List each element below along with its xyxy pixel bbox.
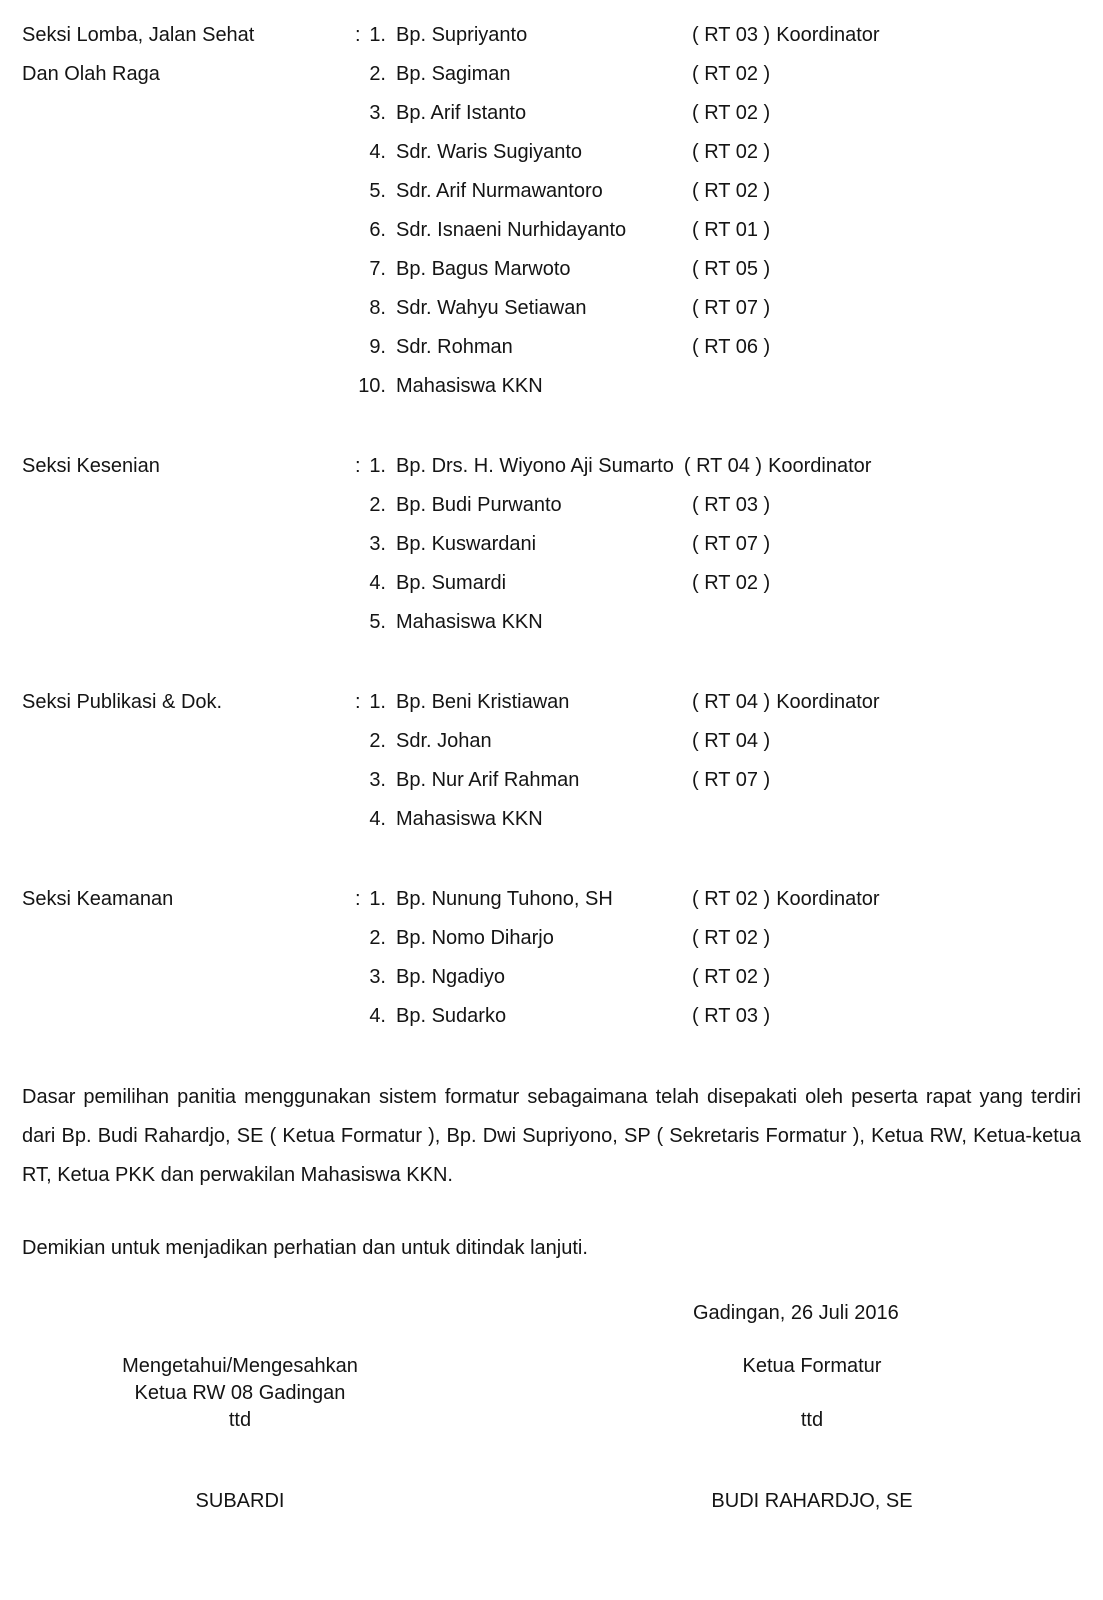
member-number: 3. xyxy=(369,966,386,988)
number-cell xyxy=(355,603,386,642)
member-name: Sdr. Rohman xyxy=(396,336,513,358)
number-cell xyxy=(355,880,386,919)
signature-ttd: ttd xyxy=(228,1409,252,1431)
section-label-line: Seksi Lomba, Jalan Sehat xyxy=(22,24,255,46)
colon-separator: : xyxy=(355,24,361,46)
member-name: Bp. Sumardi xyxy=(396,572,507,594)
signature-name: SUBARDI xyxy=(195,1490,285,1512)
member-name: Bp. Kuswardani xyxy=(396,533,537,555)
member-name: Bp. Beni Kristiawan xyxy=(396,691,570,713)
member-row xyxy=(355,133,1081,172)
member-rt: ( RT 01 ) xyxy=(692,219,771,241)
number-cell xyxy=(355,564,386,603)
member-number: 3. xyxy=(369,769,386,791)
number-cell xyxy=(355,55,386,94)
member-name: Bp. Arif Istanto xyxy=(396,102,527,124)
signature-right xyxy=(687,1353,937,1515)
member-row xyxy=(355,250,1081,289)
member-rt: ( RT 02 ) xyxy=(692,966,771,988)
member-name: Sdr. Arif Nurmawantoro xyxy=(396,180,603,202)
member-name: Bp. Budi Purwanto xyxy=(396,494,562,516)
section-label-line: Seksi Kesenian xyxy=(22,455,160,477)
member-number: 9. xyxy=(369,336,386,358)
member-name: Sdr. Wahyu Setiawan xyxy=(396,297,587,319)
member-row xyxy=(355,761,1081,800)
member-number: 1. xyxy=(369,455,386,477)
number-cell xyxy=(355,525,386,564)
member-rt: ( RT 03 ) xyxy=(692,1005,771,1027)
member-role: Koordinator xyxy=(776,691,880,713)
member-rt: ( RT 03 ) xyxy=(692,494,771,516)
member-name: Mahasiswa KKN xyxy=(396,375,543,397)
signature-title: Ketua RW 08 Gadingan xyxy=(134,1382,346,1404)
member-list xyxy=(355,447,1081,642)
number-cell xyxy=(355,447,386,486)
member-rt: ( RT 07 ) xyxy=(692,769,771,791)
member-rt: ( RT 02 ) xyxy=(692,927,771,949)
paragraph-basis: Dasar pemilihan panitia menggunakan sistem formatur sebagaimana telah disepakati oleh peserta rapat yang terdiri dari Bp. Budi Rahardjo, SE ( Ketua Formatur ), Bp. Dwi Supriyono, SP ( Sekretaris Formatur ), Ketua RW, Ketua-ketua RT, Ketua PKK dan perwakilan Mahasiswa KKN. xyxy=(22,1086,1081,1186)
member-name: Sdr. Johan xyxy=(396,730,492,752)
section-label-line: Seksi Keamanan xyxy=(22,888,174,910)
member-number: 5. xyxy=(369,611,386,633)
member-rt: ( RT 02 ) xyxy=(692,888,771,910)
member-row xyxy=(355,486,1081,525)
member-rt: ( RT 02 ) xyxy=(692,102,771,124)
signature-approval-line: Mengetahui/Mengesahkan xyxy=(122,1355,358,1377)
section-label xyxy=(22,880,355,1036)
member-role: Koordinator xyxy=(768,455,872,477)
member-name: Bp. Sudarko xyxy=(396,1005,507,1027)
member-number: 1. xyxy=(369,691,386,713)
signature-row xyxy=(22,1353,1081,1515)
member-rt: ( RT 05 ) xyxy=(692,258,771,280)
member-row xyxy=(355,289,1081,328)
member-name: Sdr. Isnaeni Nurhidayanto xyxy=(396,219,627,241)
member-row xyxy=(355,94,1081,133)
member-number: 4. xyxy=(369,1005,386,1027)
member-number: 2. xyxy=(369,63,386,85)
member-number: 10. xyxy=(358,375,386,397)
section-label xyxy=(22,16,355,406)
member-row xyxy=(355,16,1081,55)
member-name: Bp. Bagus Marwoto xyxy=(396,258,571,280)
member-name: Bp. Nomo Diharjo xyxy=(396,927,554,949)
member-number: 1. xyxy=(369,24,386,46)
member-row xyxy=(355,447,1081,486)
section-keamanan xyxy=(22,880,1081,1036)
number-cell xyxy=(355,367,386,406)
number-cell xyxy=(355,997,386,1036)
member-row xyxy=(355,683,1081,722)
member-row xyxy=(355,880,1081,919)
colon-separator: : xyxy=(355,888,361,910)
member-rt: ( RT 04 ) xyxy=(692,730,771,752)
member-role: Koordinator xyxy=(776,24,880,46)
member-rt: ( RT 04 ) xyxy=(683,455,763,477)
member-name: Bp. Nunung Tuhono, SH xyxy=(396,888,613,910)
member-rt: ( RT 02 ) xyxy=(692,180,771,202)
member-number: 3. xyxy=(369,533,386,555)
section-label-line: Dan Olah Raga xyxy=(22,63,160,85)
number-cell xyxy=(355,250,386,289)
paragraph-closing: Demikian untuk menjadikan perhatian dan untuk ditindak lanjuti. xyxy=(22,1237,588,1259)
member-name: Mahasiswa KKN xyxy=(396,611,543,633)
number-cell xyxy=(355,211,386,250)
member-row xyxy=(355,564,1081,603)
place-date: Gadingan, 26 Juli 2016 xyxy=(693,1302,899,1324)
member-list xyxy=(355,880,1081,1036)
member-rt: ( RT 07 ) xyxy=(692,297,771,319)
member-number: 4. xyxy=(369,572,386,594)
number-cell xyxy=(355,800,386,839)
number-cell xyxy=(355,289,386,328)
section-lomba-jalan-sehat xyxy=(22,16,1081,406)
member-role: Koordinator xyxy=(776,888,880,910)
member-row xyxy=(355,800,1081,839)
section-publikasi-dok xyxy=(22,683,1081,839)
member-row xyxy=(355,919,1081,958)
member-name: Bp. Ngadiyo xyxy=(396,966,505,988)
member-row xyxy=(355,603,1081,642)
section-label xyxy=(22,447,355,642)
member-row xyxy=(355,172,1081,211)
number-cell xyxy=(355,761,386,800)
member-list xyxy=(355,16,1081,406)
member-number: 2. xyxy=(369,494,386,516)
member-number: 4. xyxy=(369,141,386,163)
member-number: 4. xyxy=(369,808,386,830)
number-cell xyxy=(355,722,386,761)
member-name: Bp. Sagiman xyxy=(396,63,511,85)
member-name: Bp. Supriyanto xyxy=(396,24,528,46)
member-row xyxy=(355,211,1081,250)
member-number: 2. xyxy=(369,730,386,752)
colon-separator: : xyxy=(355,455,361,477)
number-cell xyxy=(355,919,386,958)
member-row xyxy=(355,722,1081,761)
member-number: 7. xyxy=(369,258,386,280)
member-rt: ( RT 02 ) xyxy=(692,63,771,85)
member-list xyxy=(355,683,1081,839)
member-row xyxy=(355,525,1081,564)
member-name: Sdr. Waris Sugiyanto xyxy=(396,141,583,163)
member-rt: ( RT 02 ) xyxy=(692,141,771,163)
member-number: 6. xyxy=(369,219,386,241)
number-cell xyxy=(355,683,386,722)
member-row xyxy=(355,367,1081,406)
member-rt: ( RT 07 ) xyxy=(692,533,771,555)
number-cell xyxy=(355,94,386,133)
member-number: 8. xyxy=(369,297,386,319)
member-rt: ( RT 02 ) xyxy=(692,572,771,594)
member-number: 2. xyxy=(369,927,386,949)
signature-left xyxy=(100,1353,380,1515)
member-name: Bp. Drs. H. Wiyono Aji Sumarto xyxy=(396,455,674,477)
member-row xyxy=(355,328,1081,367)
member-row xyxy=(355,958,1081,997)
member-rt: ( RT 04 ) xyxy=(692,691,771,713)
section-label xyxy=(22,683,355,839)
signature-ttd: ttd xyxy=(800,1409,824,1431)
member-number: 1. xyxy=(369,888,386,910)
number-cell xyxy=(355,486,386,525)
number-cell xyxy=(355,172,386,211)
signature-title: Ketua Formatur xyxy=(742,1355,882,1377)
section-label-line: Seksi Publikasi & Dok. xyxy=(22,691,223,713)
signature-name: BUDI RAHARDJO, SE xyxy=(711,1490,913,1512)
colon-separator: : xyxy=(355,691,361,713)
member-row xyxy=(355,997,1081,1036)
member-row xyxy=(355,55,1081,94)
member-name: Mahasiswa KKN xyxy=(396,808,543,830)
member-number: 5. xyxy=(369,180,386,202)
member-rt: ( RT 06 ) xyxy=(692,336,771,358)
member-name: Bp. Nur Arif Rahman xyxy=(396,769,580,791)
number-cell xyxy=(355,328,386,367)
member-number: 3. xyxy=(369,102,386,124)
number-cell xyxy=(355,16,386,55)
number-cell xyxy=(355,133,386,172)
number-cell xyxy=(355,958,386,997)
section-kesenian xyxy=(22,447,1081,642)
member-rt: ( RT 03 ) xyxy=(692,24,771,46)
